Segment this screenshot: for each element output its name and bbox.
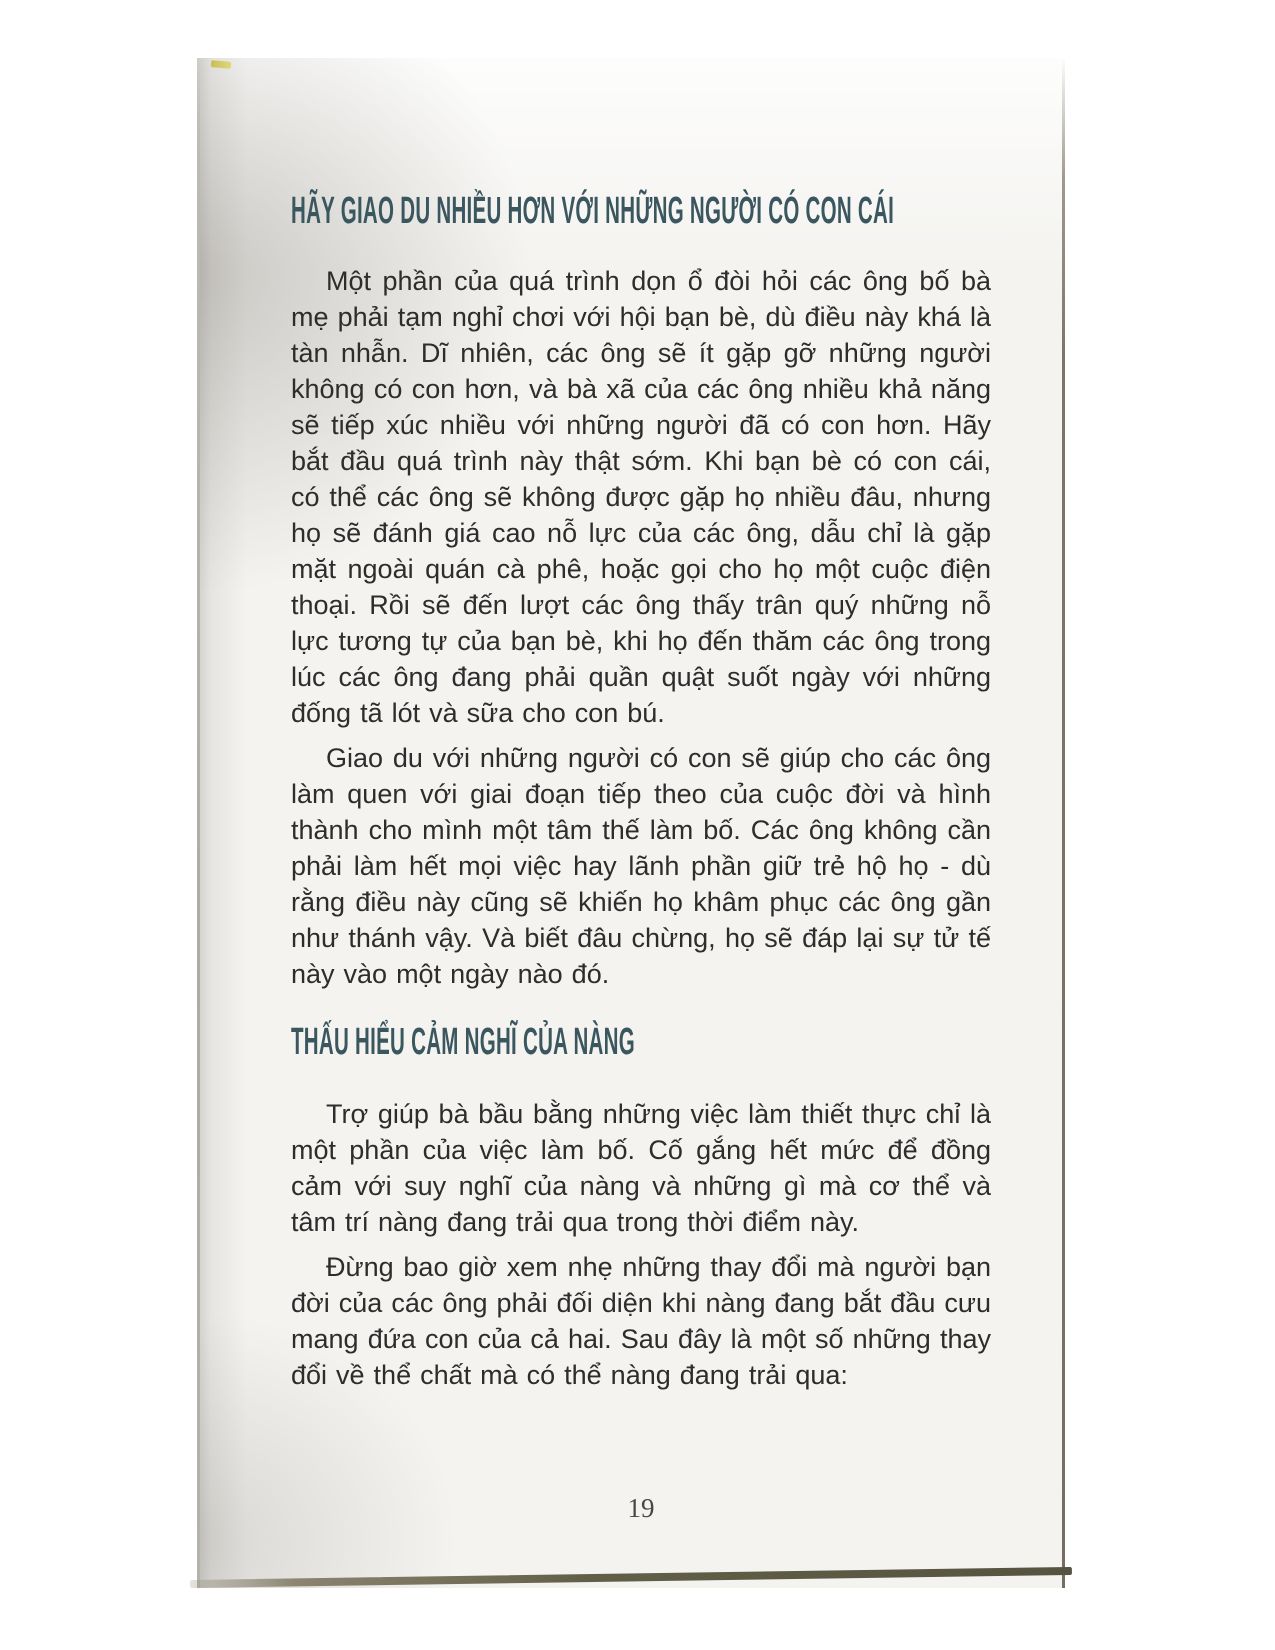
page-right-edge	[1062, 58, 1065, 1588]
cover-corner-tip	[211, 60, 232, 69]
page-number: 19	[627, 1493, 655, 1523]
section-heading-socialize	[291, 191, 991, 231]
section-heading-socialize-text: HÃY GIAO DU NHIỀU HƠN VỚI NHỮNG NGƯỜI CÓ CON CÁI	[291, 190, 895, 232]
paragraph-nesting-2: Giao du với những người có con sẽ giúp cho các ông làm quen với giai đoạn tiếp theo của cuộc đời và hình thành cho mình một tâm thế làm bố. Các ông không cần phải làm hết mọi việc hay lãnh phần giữ trẻ hộ họ - dù rằng điều này cũng sẽ khiến họ khâm phục các ông gần như thánh vậy. Và biết đâu chừng, họ sẽ đáp lại sự tử tế này vào một ngày nào đó.	[291, 743, 991, 989]
paragraph-nesting-1: Một phần của quá trình dọn ổ đòi hỏi các ông bố bà mẹ phải tạm nghỉ chơi với hội bạn bè, dù điều này khá là tàn nhẫn. Dĩ nhiên, các ông sẽ ít gặp gỡ những người không có con hơn, và bà xã của các ông nhiều khả năng sẽ tiếp xúc nhiều với những người đã có con hơn. Hãy bắt đầu quá trình này thật sớm. Khi bạn bè có con cái, có thể các ông sẽ không được gặp họ nhiều đâu, nhưng họ sẽ đánh giá cao nỗ lực của các ông, dẫu chỉ là gặp mặt ngoài quán cà phê, hoặc gọi cho họ một cuộc điện thoại. Rồi sẽ đến lượt các ông thấy trân quý những nỗ lực tương tự của bạn bè, khi họ đến thăm các ông trong lúc các ông đang phải quần quật suốt ngày với những đống tã lót và sữa cho con bú.	[291, 266, 991, 728]
book-page	[197, 58, 1065, 1588]
page-content	[291, 58, 991, 1524]
paragraph-empathy-1: Trợ giúp bà bầu bằng những việc làm thiết thực chỉ là một phần của việc làm bố. Cố gắng hết mức để đồng cảm với suy nghĩ của nàng và những gì mà cơ thể và tâm trí nàng đang trải qua trong thời điểm này.	[291, 1099, 991, 1237]
paragraph-empathy-2: Đừng bao giờ xem nhẹ những thay đổi mà người bạn đời của các ông phải đối diện khi nàng đang bắt đầu cưu mang đứa con của cả hai. Sau đây là một số những thay đổi về thể chất mà có thể nàng đang trải qua:	[291, 1252, 991, 1390]
section-heading-empathy-text: THẤU HIỂU CẢM NGHĨ CỦA NÀNG	[291, 1021, 635, 1063]
section-heading-empathy	[291, 1022, 991, 1062]
page-spine-edge	[197, 64, 200, 1588]
